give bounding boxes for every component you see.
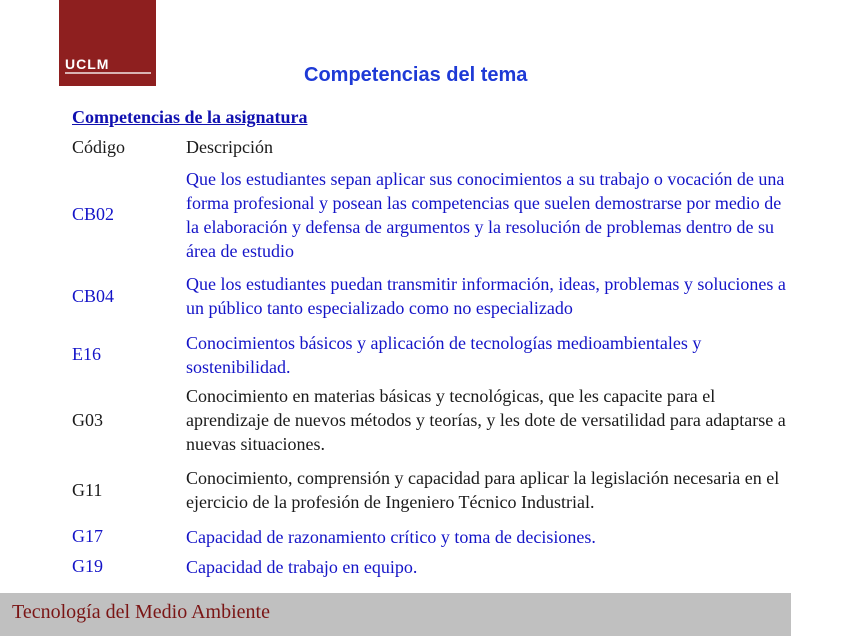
row-code: G19 — [72, 556, 103, 576]
logo-text: UCLM — [65, 56, 110, 72]
row-description: Capacidad de razonamiento crítico y toma de decisiones. — [186, 527, 596, 547]
footer-bar — [0, 593, 791, 636]
logo-underline — [65, 72, 151, 74]
header-code: Código — [72, 137, 126, 157]
header-description: Descripción — [186, 137, 273, 157]
section-subtitle: Competencias de la asignatura — [72, 107, 308, 127]
row-description: Que los estudiantes puedan transmitir información, ideas, problemas y soluciones a un público tanto especializado como no especializado — [186, 274, 786, 318]
row-description: Conocimiento en materias básicas y tecnológicas, que les capacite para el aprendizaje de nuevos métodos y teorías, y les dote de versatilidad para adaptarse a nuevas situaciones. — [186, 386, 786, 454]
row-description: Conocimientos básicos y aplicación de tecnologías medioambientales y sostenibilidad. — [186, 333, 702, 377]
row-code: E16 — [72, 344, 101, 364]
row-description: Conocimiento, comprensión y capacidad para aplicar la legislación necesaria en el ejercicio de la profesión de Ingeniero Técnico Industrial. — [186, 468, 780, 512]
row-description: Que los estudiantes sepan aplicar sus conocimientos a su trabajo o vocación de una forma profesional y posean las competencias que suelen demostrarse por medio de la elaboración y defensa de argumentos y la resolución de problemas dentro de su área de estudio — [186, 169, 785, 261]
row-code: G11 — [72, 480, 103, 500]
row-code: CB04 — [72, 286, 115, 306]
row-code: G17 — [72, 526, 103, 546]
row-code: CB02 — [72, 204, 115, 224]
row-description: Capacidad de trabajo en equipo. — [186, 557, 418, 577]
uclm-logo — [59, 0, 156, 86]
footer-course-title: Tecnología del Medio Ambiente — [12, 601, 270, 623]
page-title: Competencias del tema — [304, 64, 528, 86]
row-code: G03 — [72, 410, 103, 430]
